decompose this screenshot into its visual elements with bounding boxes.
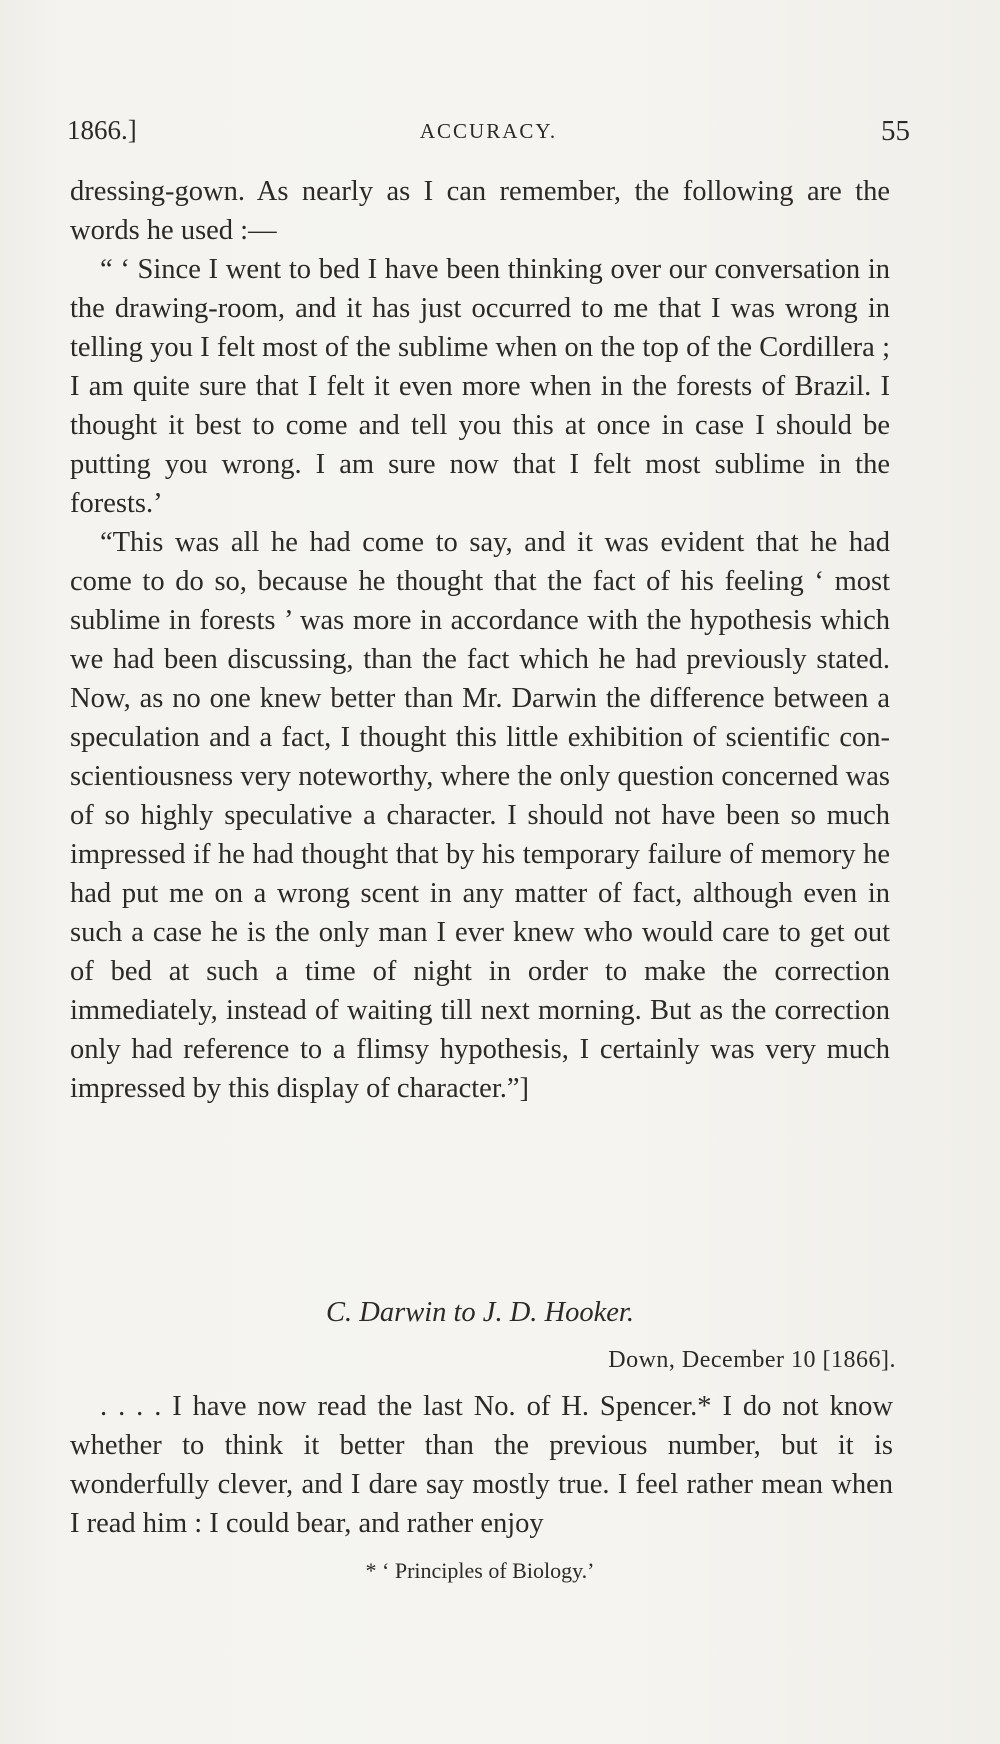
running-title: ACCURACY. — [419, 119, 558, 143]
header-year: 1866.] — [67, 115, 137, 145]
paragraph: “This was all he had come to say, and it was evident that he had come to do so, because he thought that the fact of his feeling ‘ most sublime in forests ’ was more in accordance with the hypothesis which we had been discussing, than the fact which he had previously stated. Now, as no one knew better than Mr. Darwin the difference between a speculation and a fact, I thought this little exhibition of scientific conscientiousness very noteworthy, where the only question concerned was of so highly speculative a character. I should not have been so much impressed if he had thought that by his temporary failure of memory he had put me on a wrong scent in any matter of fact, although even in such a case he is the only man I ever knew who would care to get out of bed at such a time of night in order to make the correction immediately, instead of waiting till next morning. But as the correction only had reference to a flimsy hypothesis, I certainly was very much impressed by this display of character.”] — [70, 527, 890, 1104]
letter-date: Down, December 10 [1866]. — [608, 1347, 896, 1373]
paragraph: “ ‘ Since I went to bed I have been thinking over our conversation in the drawing-room, and it has just occurred to me that I was wrong in telling you I felt most of the sublime when on the top of the Cordillera ; I am quite sure that I felt it even more when in the forests of Brazil. I thought it best to come and tell you this at once in case I should be putting you wrong. I am sure now that I felt most sublime in the forests.’ — [70, 254, 890, 519]
footnote: * ‘ Principles of Biology.’ — [365, 1558, 595, 1583]
page-header — [67, 115, 910, 155]
letter-heading: C. Darwin to J. D. Hooker. — [326, 1297, 634, 1328]
page-number: 55 — [881, 115, 910, 147]
main-text — [70, 172, 890, 1108]
letter-body — [70, 1387, 893, 1543]
paragraph: dressing-gown. As nearly as I can remember, the following are the words he used :— — [70, 176, 890, 246]
letter-paragraph: . . . . I have now read the last No. of H. Spencer.* I do not know whether to think it better than the previous number, but it is wonderfully clever, and I dare say mostly true. I feel rather mean when I read him : I could bear, and rather enjoy — [70, 1391, 893, 1539]
